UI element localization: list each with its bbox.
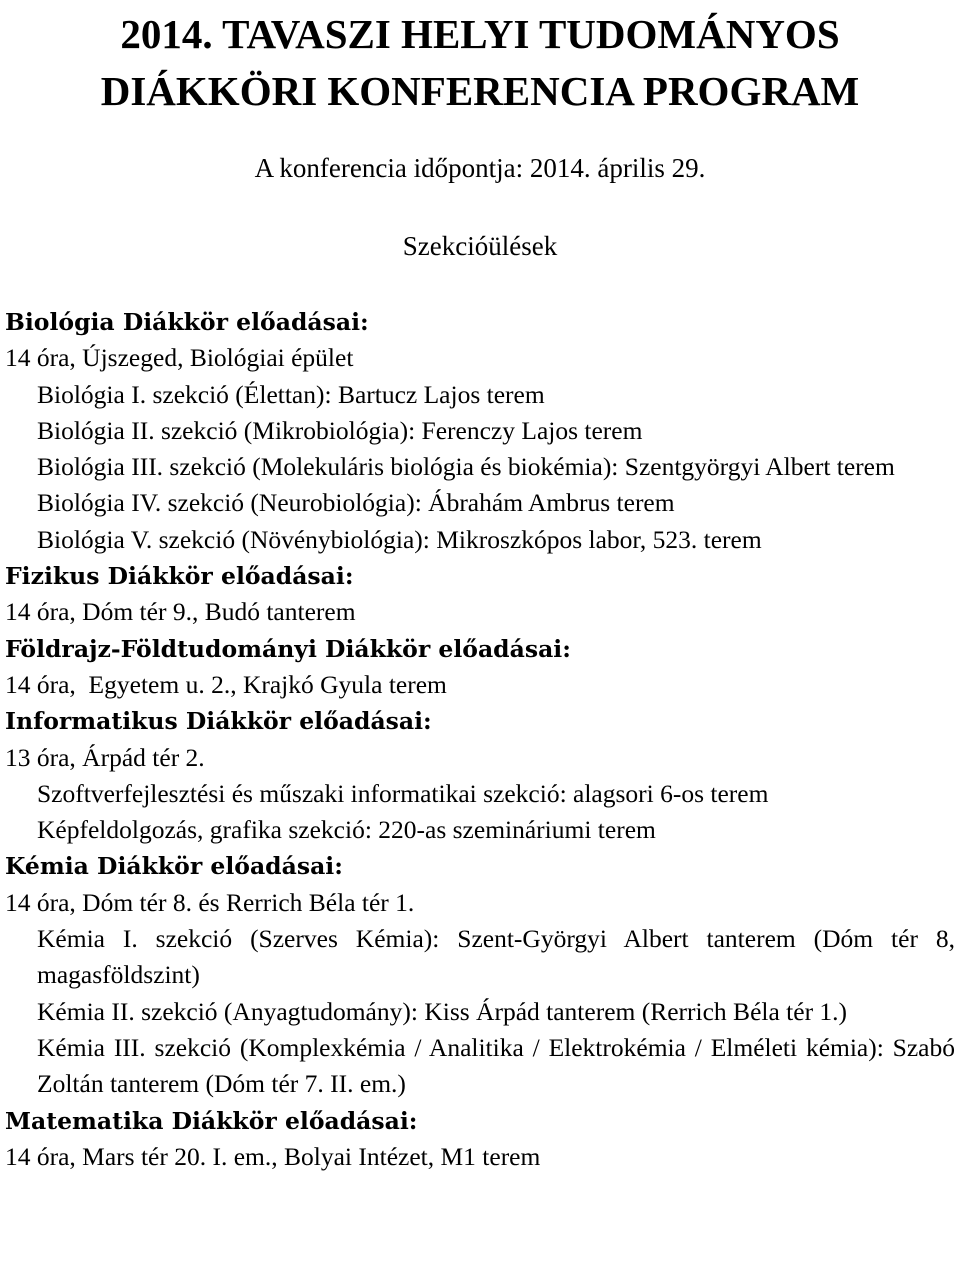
- section-item: Kémia III. szekció (Komplexkémia / Analitika / Elektrokémia / Elméleti kémia): Szabó Zoltán tanterem (Dóm tér 7. II. em.): [37, 1032, 955, 1099]
- section-heading-fizikus: Fizikus Diákkör előadásai:: [5, 562, 354, 591]
- document-title: [0, 0, 960, 120]
- conference-date: A konferencia időpontja: 2014. április 29.: [254, 153, 706, 183]
- section-item: Biológia IV. szekció (Neurobiológia): Ábrahám Ambrus terem: [37, 488, 675, 518]
- section-heading-kemia: Kémia Diákkör előadásai:: [5, 852, 343, 881]
- section-location-informatikus: 13 óra, Árpád tér 2.: [5, 742, 205, 772]
- section-location-matematika: 14 óra, Mars tér 20. I. em., Bolyai Intézet, M1 terem: [5, 1141, 541, 1171]
- title-line-1: 2014. TAVASZI HELYI TUDOMÁNYOS: [120, 11, 840, 57]
- section-item: Kémia I. szekció (Szerves Kémia): Szent-Györgyi Albert tanterem (Dóm tér 8, magasföldszint): [37, 924, 955, 990]
- section-heading-matematika: Matematika Diákkör előadásai:: [5, 1106, 418, 1135]
- section-item: Képfeldolgozás, grafika szekció: 220-as szemináriumi terem: [37, 815, 656, 845]
- section-item: Szoftverfejlesztési és műszaki informatikai szekció: alagsori 6-os terem: [37, 778, 769, 808]
- section-heading-foldrajz: Földrajz-Földtudományi Diákkör előadásai:: [5, 634, 571, 663]
- section-location-kemia: 14 óra, Dóm tér 8. és Rerrich Béla tér 1.: [5, 887, 415, 917]
- section-item: Biológia II. szekció (Mikrobiológia): Ferenczy Lajos terem: [37, 415, 643, 445]
- section-location-foldrajz: 14 óra, Egyetem u. 2., Krajkó Gyula terem: [5, 669, 447, 699]
- section-item: Biológia III. szekció (Molekuláris biológia és biokémia): Szentgyörgyi Albert terem: [37, 452, 895, 482]
- section-item: Biológia I. szekció (Élettan): Bartucz Lajos terem: [37, 379, 545, 409]
- section-location-biologia: 14 óra, Újszeged, Biológiai épület: [5, 343, 354, 373]
- sessions-heading: Szekcióülések: [402, 231, 558, 261]
- section-location-fizikus: 14 óra, Dóm tér 9., Budó tanterem: [5, 597, 356, 627]
- title-line-2: DIÁKKÖRI KONFERENCIA PROGRAM: [100, 68, 860, 114]
- section-item: Kémia II. szekció (Anyagtudomány): Kiss Árpád tanterem (Rerrich Béla tér 1.): [37, 996, 848, 1026]
- section-heading-biologia: Biológia Diákkör előadásai:: [5, 308, 369, 336]
- section-heading-informatikus: Informatikus Diákkör előadásai:: [5, 707, 432, 736]
- section-item: Biológia V. szekció (Növénybiológia): Mikroszkópos labor, 523. terem: [37, 524, 762, 554]
- program-body: [5, 304, 955, 1175]
